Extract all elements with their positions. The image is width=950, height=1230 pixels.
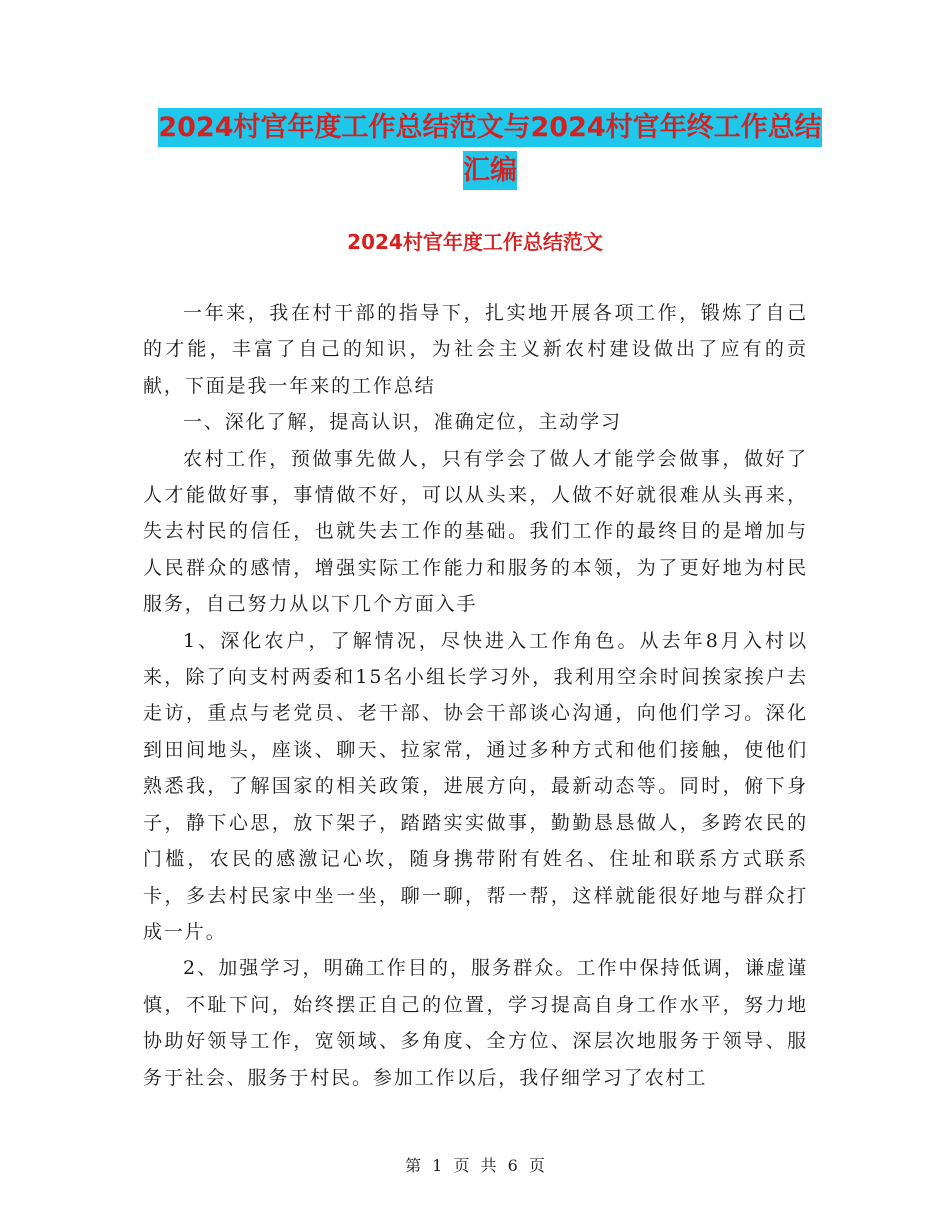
paragraph-intro: 一年来，我在村干部的指导下，扎实地开展各项工作，锻炼了自己的才能，丰富了自己的知识，为社会主义新农村建设做出了应有的贡献，下面是我一年来的工作总结: [143, 302, 808, 397]
page-footer: 第 1 页 共 6 页: [405, 1156, 545, 1175]
paragraph-heading-1: 一、深化了解，提高认识，准确定位，主动学习: [183, 411, 622, 434]
paragraph-item-2: 2、加强学习，明确工作目的，服务群众。工作中保持低调，谦虚谨慎，不耻下问，始终摆正自己的位置，学习提高自身工作水平，努力地协助好领导工作，宽领域、多角度、全方位、深层次地服务于领导、服务于社会、服务于村民。参加工作以后，我仔细学习了农村工: [143, 957, 808, 1089]
document-title-line-1: [140, 114, 840, 141]
document-title-line-2: [140, 157, 840, 184]
paragraph-item-1: 1、深化农户，了解情况，尽快进入工作角色。从去年8月入村以来，除了向支村两委和15名小组长学习外，我利用空余时间挨家挨户去走访，重点与老党员、老干部、协会干部谈心沟通，向他们学习。深化到田间地头，座谈、聊天、拉家常，通过多种方式和他们接触，使他们熟悉我，了解国家的相关政策，进展方向，最新动态等。同时，俯下身子，静下心思，放下架子，踏踏实实做事，勤勤恳恳做人，多跨农民的门槛，农民的感激记心坎，随身携带附有姓名、住址和联系方式联系卡，多去村民家中坐一坐，聊一聊，帮一帮，这样就能很好地与群众打成一片。: [143, 629, 808, 943]
title-highlight-2: 汇编: [463, 151, 517, 190]
title-highlight-1: 2024村官年度工作总结范文与2024村官年终工作总结: [158, 108, 821, 147]
body-text: [143, 295, 808, 1096]
section-title: 2024村官年度工作总结范文: [347, 230, 603, 254]
paragraph-rural-work: 农村工作，预做事先做人，只有学会了做人才能学会做事，做好了人才能做好事，事情做不好，可以从头来，人做不好就很难从头再来，失去村民的信任，也就失去工作的基础。我们工作的最终目的是增加与人民群众的感情，增强实际工作能力和服务的本领，为了更好地为村民服务，自己努力从以下几个方面入手: [143, 447, 808, 616]
